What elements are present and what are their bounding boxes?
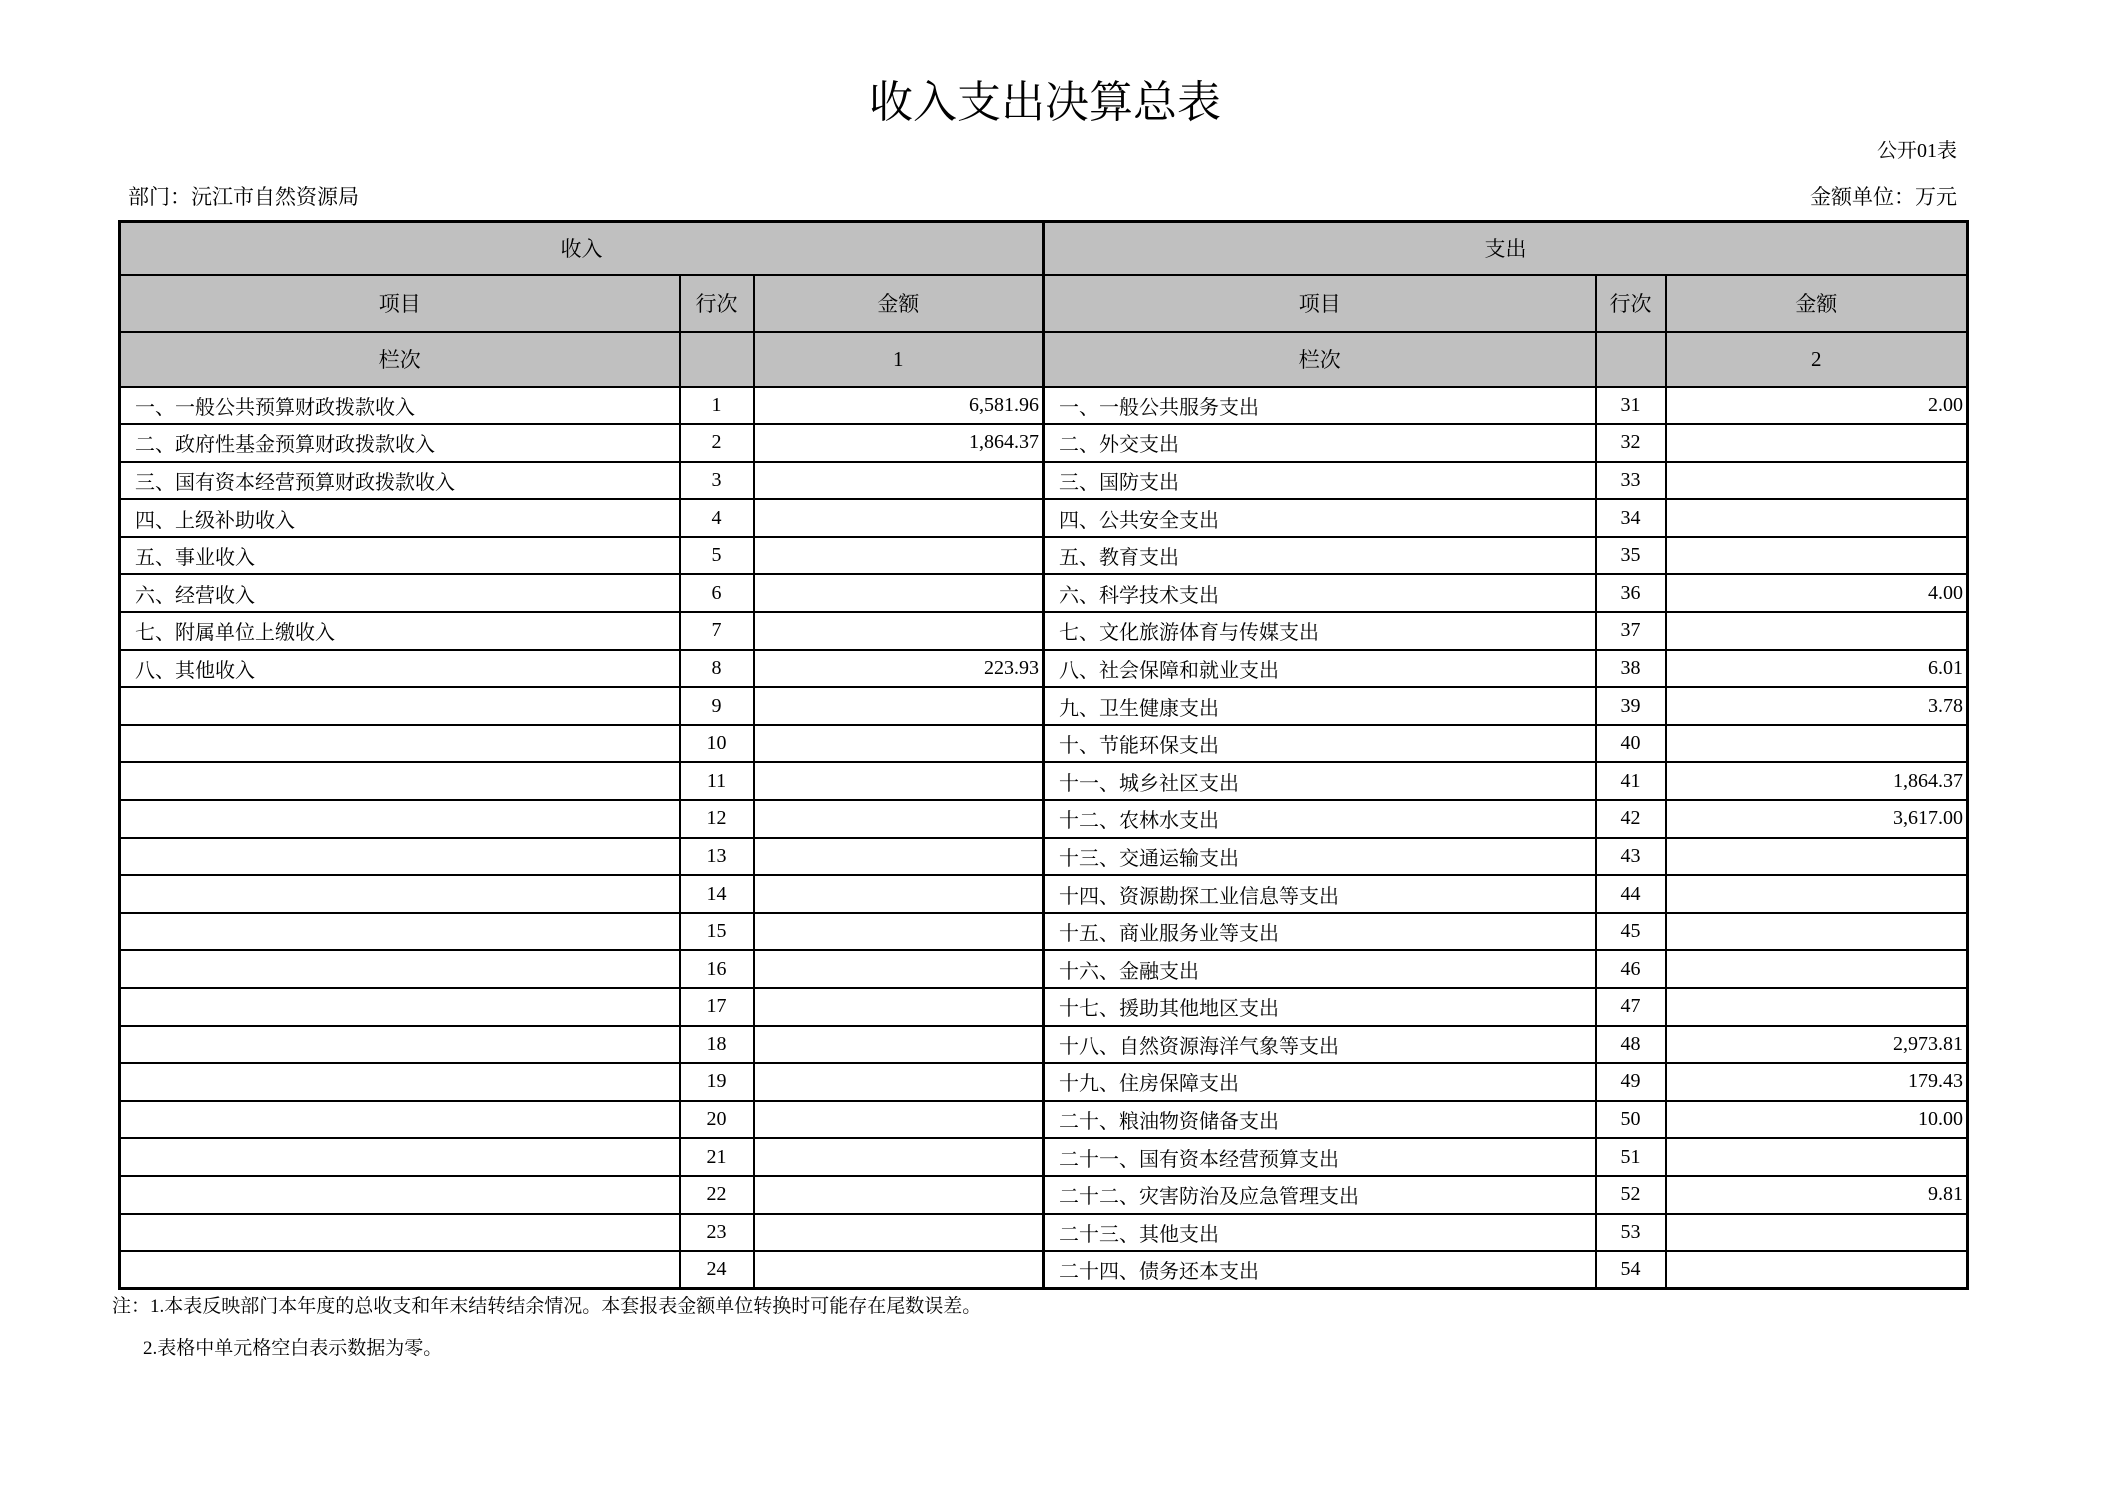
table-row xyxy=(120,612,1968,650)
table-row xyxy=(120,1214,1968,1252)
expense-item-cell: 一、一般公共服务支出 xyxy=(1044,387,1596,425)
income-item-cell xyxy=(120,988,680,1026)
income-amount-cell xyxy=(754,1176,1044,1214)
table-row xyxy=(120,537,1968,575)
table-row xyxy=(120,950,1968,988)
expense-amount-cell xyxy=(1666,499,1968,537)
income-item-cell: 一、一般公共预算财政拨款收入 xyxy=(120,387,680,425)
income-item-cell xyxy=(120,875,680,913)
column-header-row xyxy=(120,275,1968,332)
income-item-cell xyxy=(120,1063,680,1101)
expense-amount-cell: 6.01 xyxy=(1666,650,1968,688)
expense-amount-cell xyxy=(1666,875,1968,913)
income-amount-cell xyxy=(754,537,1044,575)
income-amount-cell xyxy=(754,988,1044,1026)
expense-item-cell: 十四、资源勘探工业信息等支出 xyxy=(1044,875,1596,913)
income-line-cell: 12 xyxy=(680,800,754,838)
table-row xyxy=(120,838,1968,876)
table-row xyxy=(120,462,1968,500)
expense-item-cell: 十八、自然资源海洋气象等支出 xyxy=(1044,1026,1596,1064)
income-column-number: 1 xyxy=(754,332,1044,387)
expense-line-cell: 51 xyxy=(1596,1138,1666,1176)
expense-amount-cell xyxy=(1666,950,1968,988)
expense-amount-cell: 3.78 xyxy=(1666,687,1968,725)
income-amount-cell xyxy=(754,913,1044,951)
expense-amount-header: 金额 xyxy=(1666,275,1968,332)
expense-item-cell: 二十四、债务还本支出 xyxy=(1044,1251,1596,1289)
expense-amount-cell: 9.81 xyxy=(1666,1176,1968,1214)
income-item-cell: 四、上级补助收入 xyxy=(120,499,680,537)
income-amount-cell xyxy=(754,1101,1044,1139)
expense-item-cell: 三、国防支出 xyxy=(1044,462,1596,500)
expense-line-cell: 33 xyxy=(1596,462,1666,500)
table-row xyxy=(120,800,1968,838)
income-amount-cell xyxy=(754,762,1044,800)
expense-line-cell: 39 xyxy=(1596,687,1666,725)
income-amount-cell: 1,864.37 xyxy=(754,424,1044,462)
table-row xyxy=(120,1138,1968,1176)
expense-amount-cell: 1,864.37 xyxy=(1666,762,1968,800)
income-line-cell: 17 xyxy=(680,988,754,1026)
table-row xyxy=(120,1063,1968,1101)
income-line-cell: 13 xyxy=(680,838,754,876)
table-row xyxy=(120,988,1968,1026)
expense-line-cell: 41 xyxy=(1596,762,1666,800)
income-line-cell: 20 xyxy=(680,1101,754,1139)
table-row xyxy=(120,424,1968,462)
income-line-cell: 1 xyxy=(680,387,754,425)
income-line-cell: 14 xyxy=(680,875,754,913)
expense-line-cell: 45 xyxy=(1596,913,1666,951)
income-line-cell: 3 xyxy=(680,462,754,500)
income-line-cell: 11 xyxy=(680,762,754,800)
expense-line-cell: 50 xyxy=(1596,1101,1666,1139)
expense-line-cell: 40 xyxy=(1596,725,1666,763)
expense-line-cell: 54 xyxy=(1596,1251,1666,1289)
income-item-cell xyxy=(120,913,680,951)
expense-amount-cell: 4.00 xyxy=(1666,574,1968,612)
income-line-cell: 22 xyxy=(680,1176,754,1214)
table-row xyxy=(120,387,1968,425)
expense-item-cell: 七、文化旅游体育与传媒支出 xyxy=(1044,612,1596,650)
income-item-cell xyxy=(120,950,680,988)
income-line-cell: 15 xyxy=(680,913,754,951)
income-item-cell: 七、附属单位上缴收入 xyxy=(120,612,680,650)
income-line-cell: 23 xyxy=(680,1214,754,1252)
expense-amount-cell: 179.43 xyxy=(1666,1063,1968,1101)
section-header-row xyxy=(120,222,1968,275)
income-line-cell: 21 xyxy=(680,1138,754,1176)
note-line-2: 2.表格中单元格空白表示数据为零。 xyxy=(143,1338,443,1359)
income-line-cell: 24 xyxy=(680,1251,754,1289)
table-code-label: 公开01表 xyxy=(1877,140,1957,162)
income-amount-cell xyxy=(754,1026,1044,1064)
income-amount-header: 金额 xyxy=(754,275,1044,332)
income-item-cell xyxy=(120,800,680,838)
income-item-cell: 五、事业收入 xyxy=(120,537,680,575)
table-row xyxy=(120,725,1968,763)
expense-item-cell: 五、教育支出 xyxy=(1044,537,1596,575)
expense-amount-cell: 2.00 xyxy=(1666,387,1968,425)
table-row xyxy=(120,687,1968,725)
income-amount-cell xyxy=(754,950,1044,988)
income-line-cell: 16 xyxy=(680,950,754,988)
table-row xyxy=(120,913,1968,951)
expense-line-cell: 47 xyxy=(1596,988,1666,1026)
income-amount-cell: 223.93 xyxy=(754,650,1044,688)
expense-amount-cell xyxy=(1666,462,1968,500)
note-line-1: 注：1.本表反映部门本年度的总收支和年末结转结余情况。本套报表金额单位转换时可能存在尾数误差。 xyxy=(112,1296,982,1317)
expense-item-cell: 十二、农林水支出 xyxy=(1044,800,1596,838)
expense-line-cell: 37 xyxy=(1596,612,1666,650)
unit-label: 金额单位：万元 xyxy=(1810,185,1957,209)
table-row xyxy=(120,574,1968,612)
income-amount-cell xyxy=(754,725,1044,763)
income-amount-cell xyxy=(754,1251,1044,1289)
expense-line-cell: 49 xyxy=(1596,1063,1666,1101)
income-amount-cell xyxy=(754,1214,1044,1252)
expense-item-cell: 十三、交通运输支出 xyxy=(1044,838,1596,876)
income-amount-cell: 6,581.96 xyxy=(754,387,1044,425)
income-line-cell: 5 xyxy=(680,537,754,575)
table-body xyxy=(120,387,1968,1289)
income-item-cell xyxy=(120,1101,680,1139)
expense-amount-cell xyxy=(1666,1214,1968,1252)
expense-item-header: 项目 xyxy=(1044,275,1596,332)
income-line-cell: 18 xyxy=(680,1026,754,1064)
income-line-no-header: 行次 xyxy=(680,275,754,332)
income-amount-cell xyxy=(754,1138,1044,1176)
income-line-cell: 19 xyxy=(680,1063,754,1101)
expense-section-header: 支出 xyxy=(1044,222,1968,275)
income-item-cell xyxy=(120,1026,680,1064)
expense-line-cell: 52 xyxy=(1596,1176,1666,1214)
lanci-row xyxy=(120,332,1968,387)
income-amount-cell xyxy=(754,499,1044,537)
expense-amount-cell: 3,617.00 xyxy=(1666,800,1968,838)
expense-line-cell: 43 xyxy=(1596,838,1666,876)
expense-lanci-label: 栏次 xyxy=(1044,332,1596,387)
expense-line-cell: 35 xyxy=(1596,537,1666,575)
income-item-cell xyxy=(120,762,680,800)
income-amount-cell xyxy=(754,838,1044,876)
expense-item-cell: 二十二、灾害防治及应急管理支出 xyxy=(1044,1176,1596,1214)
income-item-cell xyxy=(120,1251,680,1289)
expense-amount-cell xyxy=(1666,1251,1968,1289)
expense-item-cell: 二十一、国有资本经营预算支出 xyxy=(1044,1138,1596,1176)
income-item-header: 项目 xyxy=(120,275,680,332)
expense-item-cell: 六、科学技术支出 xyxy=(1044,574,1596,612)
income-item-cell xyxy=(120,838,680,876)
expense-line-cell: 32 xyxy=(1596,424,1666,462)
income-line-cell: 9 xyxy=(680,687,754,725)
table-row xyxy=(120,1176,1968,1214)
expense-item-cell: 二十三、其他支出 xyxy=(1044,1214,1596,1252)
expense-item-cell: 十七、援助其他地区支出 xyxy=(1044,988,1596,1026)
expense-amount-cell xyxy=(1666,988,1968,1026)
expense-item-cell: 四、公共安全支出 xyxy=(1044,499,1596,537)
income-item-cell xyxy=(120,687,680,725)
table-row xyxy=(120,1026,1968,1064)
expense-line-cell: 38 xyxy=(1596,650,1666,688)
table-row xyxy=(120,499,1968,537)
expense-amount-cell: 10.00 xyxy=(1666,1101,1968,1139)
income-item-cell xyxy=(120,1176,680,1214)
income-line-cell: 8 xyxy=(680,650,754,688)
income-line-cell: 2 xyxy=(680,424,754,462)
income-amount-cell xyxy=(754,875,1044,913)
expense-lanci-blank xyxy=(1596,332,1666,387)
income-amount-cell xyxy=(754,687,1044,725)
expense-item-cell: 十五、商业服务业等支出 xyxy=(1044,913,1596,951)
expense-amount-cell xyxy=(1666,1138,1968,1176)
income-amount-cell xyxy=(754,462,1044,500)
income-lanci-blank xyxy=(680,332,754,387)
income-amount-cell xyxy=(754,612,1044,650)
income-item-cell xyxy=(120,1138,680,1176)
expense-amount-cell: 2,973.81 xyxy=(1666,1026,1968,1064)
income-line-cell: 10 xyxy=(680,725,754,763)
income-line-cell: 4 xyxy=(680,499,754,537)
table-row xyxy=(120,875,1968,913)
expense-line-cell: 36 xyxy=(1596,574,1666,612)
notes xyxy=(112,1295,981,1360)
expense-amount-cell xyxy=(1666,537,1968,575)
expense-amount-cell xyxy=(1666,612,1968,650)
income-item-cell: 三、国有资本经营预算财政拨款收入 xyxy=(120,462,680,500)
table-row xyxy=(120,650,1968,688)
expense-item-cell: 十六、金融支出 xyxy=(1044,950,1596,988)
expense-line-cell: 53 xyxy=(1596,1214,1666,1252)
income-item-cell: 八、其他收入 xyxy=(120,650,680,688)
expense-item-cell: 二十、粮油物资储备支出 xyxy=(1044,1101,1596,1139)
income-line-cell: 6 xyxy=(680,574,754,612)
expense-item-cell: 八、社会保障和就业支出 xyxy=(1044,650,1596,688)
income-section-header: 收入 xyxy=(120,222,1044,275)
expense-item-cell: 九、卫生健康支出 xyxy=(1044,687,1596,725)
expense-line-cell: 42 xyxy=(1596,800,1666,838)
income-amount-cell xyxy=(754,1063,1044,1101)
expense-amount-cell xyxy=(1666,913,1968,951)
expense-amount-cell xyxy=(1666,424,1968,462)
expense-amount-cell xyxy=(1666,725,1968,763)
meta-row xyxy=(128,181,1957,211)
table-row xyxy=(120,1251,1968,1289)
expense-line-cell: 31 xyxy=(1596,387,1666,425)
income-item-cell xyxy=(120,725,680,763)
expense-item-cell: 十九、住房保障支出 xyxy=(1044,1063,1596,1101)
income-amount-cell xyxy=(754,800,1044,838)
expense-item-cell: 十一、城乡社区支出 xyxy=(1044,762,1596,800)
expense-item-cell: 十、节能环保支出 xyxy=(1044,725,1596,763)
expense-line-cell: 48 xyxy=(1596,1026,1666,1064)
expense-line-cell: 46 xyxy=(1596,950,1666,988)
expense-item-cell: 二、外交支出 xyxy=(1044,424,1596,462)
expense-column-number: 2 xyxy=(1666,332,1968,387)
income-item-cell xyxy=(120,1214,680,1252)
expense-amount-cell xyxy=(1666,838,1968,876)
department-label: 部门：沅江市自然资源局 xyxy=(128,185,359,209)
income-amount-cell xyxy=(754,574,1044,612)
income-item-cell: 二、政府性基金预算财政拨款收入 xyxy=(120,424,680,462)
income-lanci-label: 栏次 xyxy=(120,332,680,387)
table-row xyxy=(120,762,1968,800)
expense-line-cell: 34 xyxy=(1596,499,1666,537)
expense-line-cell: 44 xyxy=(1596,875,1666,913)
expense-line-no-header: 行次 xyxy=(1596,275,1666,332)
table-row xyxy=(120,1101,1968,1139)
income-item-cell: 六、经营收入 xyxy=(120,574,680,612)
page-title: 收入支出决算总表 xyxy=(869,78,1221,127)
final-accounts-table xyxy=(118,220,1969,1290)
income-line-cell: 7 xyxy=(680,612,754,650)
